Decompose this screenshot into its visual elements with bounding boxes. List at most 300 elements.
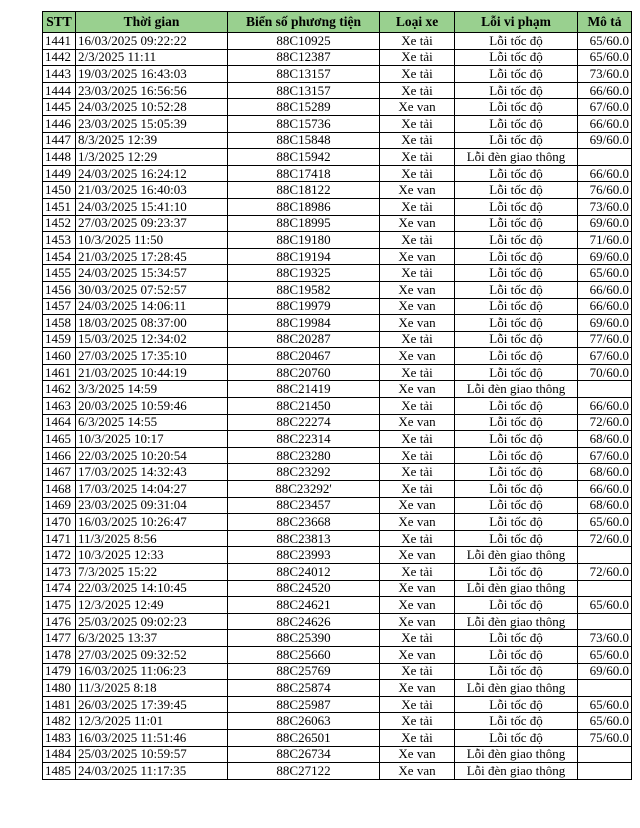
cell-time: 24/03/2025 15:41:10 xyxy=(76,198,228,215)
cell-violation: Lỗi tốc độ xyxy=(455,331,578,348)
table-row xyxy=(43,66,632,83)
cell-time: 12/3/2025 11:01 xyxy=(76,713,228,730)
cell-stt: 1464 xyxy=(43,414,76,431)
cell-plate: 88C23280 xyxy=(228,447,380,464)
table-header xyxy=(43,12,632,33)
cell-description: 65/60.0 xyxy=(578,265,632,282)
cell-violation: Lỗi tốc độ xyxy=(455,132,578,149)
cell-plate: 88C15736 xyxy=(228,115,380,132)
cell-time: 27/03/2025 09:23:37 xyxy=(76,215,228,232)
cell-violation: Lỗi đèn giao thông xyxy=(455,580,578,597)
table-row xyxy=(43,364,632,381)
cell-stt: 1449 xyxy=(43,165,76,182)
table-row xyxy=(43,348,632,365)
cell-violation: Lỗi tốc độ xyxy=(455,215,578,232)
cell-vehicle-type: Xe van xyxy=(380,613,455,630)
header-description: Mô tả xyxy=(578,12,632,33)
cell-vehicle-type: Xe van xyxy=(380,315,455,332)
cell-violation: Lỗi đèn giao thông xyxy=(455,149,578,166)
cell-time: 23/03/2025 15:05:39 xyxy=(76,115,228,132)
cell-vehicle-type: Xe tải xyxy=(380,165,455,182)
cell-time: 24/03/2025 16:24:12 xyxy=(76,165,228,182)
cell-stt: 1444 xyxy=(43,82,76,99)
table-row xyxy=(43,464,632,481)
cell-stt: 1465 xyxy=(43,431,76,448)
cell-time: 24/03/2025 15:34:57 xyxy=(76,265,228,282)
cell-plate: 88C26734 xyxy=(228,746,380,763)
cell-stt: 1451 xyxy=(43,198,76,215)
table-row xyxy=(43,580,632,597)
cell-description: 66/60.0 xyxy=(578,398,632,415)
cell-stt: 1467 xyxy=(43,464,76,481)
cell-time: 21/03/2025 17:28:45 xyxy=(76,248,228,265)
cell-stt: 1476 xyxy=(43,613,76,630)
cell-stt: 1455 xyxy=(43,265,76,282)
cell-time: 23/03/2025 09:31:04 xyxy=(76,497,228,514)
table-row xyxy=(43,198,632,215)
cell-vehicle-type: Xe van xyxy=(380,348,455,365)
cell-description: 65/60.0 xyxy=(578,49,632,66)
cell-vehicle-type: Xe tải xyxy=(380,481,455,498)
cell-description xyxy=(578,763,632,780)
cell-vehicle-type: Xe tải xyxy=(380,331,455,348)
cell-violation: Lỗi đèn giao thông xyxy=(455,680,578,697)
table-row xyxy=(43,33,632,50)
cell-violation: Lỗi tốc độ xyxy=(455,232,578,249)
cell-plate: 88C20760 xyxy=(228,364,380,381)
cell-stt: 1477 xyxy=(43,630,76,647)
cell-stt: 1481 xyxy=(43,696,76,713)
cell-time: 26/03/2025 17:39:45 xyxy=(76,696,228,713)
cell-violation: Lỗi tốc độ xyxy=(455,696,578,713)
cell-time: 16/03/2025 11:06:23 xyxy=(76,663,228,680)
cell-stt: 1480 xyxy=(43,680,76,697)
cell-time: 24/03/2025 10:52:28 xyxy=(76,99,228,116)
cell-violation: Lỗi tốc độ xyxy=(455,281,578,298)
table-row xyxy=(43,646,632,663)
cell-description: 76/60.0 xyxy=(578,182,632,199)
header-violation: Lỗi vi phạm xyxy=(455,12,578,33)
cell-violation: Lỗi tốc độ xyxy=(455,115,578,132)
cell-stt: 1446 xyxy=(43,115,76,132)
table-row xyxy=(43,82,632,99)
cell-plate: 88C19325 xyxy=(228,265,380,282)
cell-time: 25/03/2025 09:02:23 xyxy=(76,613,228,630)
cell-violation: Lỗi tốc độ xyxy=(455,729,578,746)
cell-vehicle-type: Xe van xyxy=(380,746,455,763)
cell-description: 66/60.0 xyxy=(578,281,632,298)
cell-vehicle-type: Xe tải xyxy=(380,49,455,66)
cell-stt: 1454 xyxy=(43,248,76,265)
cell-description: 72/60.0 xyxy=(578,530,632,547)
cell-stt: 1469 xyxy=(43,497,76,514)
cell-violation: Lỗi tốc độ xyxy=(455,182,578,199)
cell-plate: 88C15942 xyxy=(228,149,380,166)
cell-time: 24/03/2025 11:17:35 xyxy=(76,763,228,780)
table-row xyxy=(43,431,632,448)
cell-stt: 1441 xyxy=(43,33,76,50)
cell-vehicle-type: Xe tải xyxy=(380,663,455,680)
cell-vehicle-type: Xe tải xyxy=(380,729,455,746)
cell-vehicle-type: Xe tải xyxy=(380,33,455,50)
cell-stt: 1448 xyxy=(43,149,76,166)
cell-description: 67/60.0 xyxy=(578,99,632,116)
cell-plate: 88C19984 xyxy=(228,315,380,332)
cell-vehicle-type: Xe van xyxy=(380,99,455,116)
cell-stt: 1466 xyxy=(43,447,76,464)
cell-vehicle-type: Xe van xyxy=(380,497,455,514)
cell-vehicle-type: Xe tải xyxy=(380,431,455,448)
cell-stt: 1479 xyxy=(43,663,76,680)
cell-plate: 88C25660 xyxy=(228,646,380,663)
cell-vehicle-type: Xe tải xyxy=(380,630,455,647)
cell-time: 10/3/2025 10:17 xyxy=(76,431,228,448)
table-row xyxy=(43,597,632,614)
cell-stt: 1478 xyxy=(43,646,76,663)
cell-vehicle-type: Xe tải xyxy=(380,530,455,547)
cell-plate: 88C15289 xyxy=(228,99,380,116)
table-row xyxy=(43,414,632,431)
cell-description: 65/60.0 xyxy=(578,514,632,531)
cell-description: 65/60.0 xyxy=(578,696,632,713)
cell-vehicle-type: Xe van xyxy=(380,580,455,597)
table-row xyxy=(43,115,632,132)
cell-plate: 88C24520 xyxy=(228,580,380,597)
cell-plate: 88C25874 xyxy=(228,680,380,697)
cell-description: 68/60.0 xyxy=(578,464,632,481)
cell-vehicle-type: Xe tải xyxy=(380,564,455,581)
cell-vehicle-type: Xe van xyxy=(380,646,455,663)
cell-violation: Lỗi tốc độ xyxy=(455,713,578,730)
cell-plate: 88C25390 xyxy=(228,630,380,647)
cell-description: 65/60.0 xyxy=(578,597,632,614)
cell-violation: Lỗi tốc độ xyxy=(455,99,578,116)
cell-time: 11/3/2025 8:18 xyxy=(76,680,228,697)
cell-time: 24/03/2025 14:06:11 xyxy=(76,298,228,315)
cell-description: 69/60.0 xyxy=(578,248,632,265)
cell-violation: Lỗi đèn giao thông xyxy=(455,613,578,630)
cell-time: 20/03/2025 10:59:46 xyxy=(76,398,228,415)
cell-plate: 88C24626 xyxy=(228,613,380,630)
cell-stt: 1459 xyxy=(43,331,76,348)
cell-vehicle-type: Xe tải xyxy=(380,696,455,713)
cell-violation: Lỗi tốc độ xyxy=(455,348,578,365)
cell-violation: Lỗi tốc độ xyxy=(455,398,578,415)
cell-vehicle-type: Xe van xyxy=(380,514,455,531)
cell-time: 27/03/2025 09:32:52 xyxy=(76,646,228,663)
table-row xyxy=(43,132,632,149)
cell-violation: Lỗi đèn giao thông xyxy=(455,763,578,780)
cell-plate: 88C17418 xyxy=(228,165,380,182)
cell-violation: Lỗi tốc độ xyxy=(455,248,578,265)
cell-stt: 1458 xyxy=(43,315,76,332)
cell-plate: 88C23457 xyxy=(228,497,380,514)
cell-stt: 1460 xyxy=(43,348,76,365)
cell-vehicle-type: Xe van xyxy=(380,763,455,780)
cell-plate: 88C18986 xyxy=(228,198,380,215)
cell-description: 71/60.0 xyxy=(578,232,632,249)
table-row xyxy=(43,763,632,780)
cell-description: 72/60.0 xyxy=(578,414,632,431)
cell-description: 69/60.0 xyxy=(578,132,632,149)
cell-stt: 1474 xyxy=(43,580,76,597)
cell-vehicle-type: Xe van xyxy=(380,281,455,298)
cell-plate: 88C23668 xyxy=(228,514,380,531)
cell-time: 17/03/2025 14:04:27 xyxy=(76,481,228,498)
cell-description: 66/60.0 xyxy=(578,115,632,132)
table-row xyxy=(43,746,632,763)
cell-description: 69/60.0 xyxy=(578,315,632,332)
cell-time: 22/03/2025 10:20:54 xyxy=(76,447,228,464)
cell-violation: Lỗi tốc độ xyxy=(455,597,578,614)
cell-time: 15/03/2025 12:34:02 xyxy=(76,331,228,348)
cell-violation: Lỗi tốc độ xyxy=(455,530,578,547)
cell-violation: Lỗi tốc độ xyxy=(455,82,578,99)
cell-stt: 1485 xyxy=(43,763,76,780)
table-row xyxy=(43,315,632,332)
cell-description: 69/60.0 xyxy=(578,215,632,232)
cell-description: 73/60.0 xyxy=(578,630,632,647)
header-stt: STT xyxy=(43,12,76,33)
cell-plate: 88C20287 xyxy=(228,331,380,348)
cell-vehicle-type: Xe tải xyxy=(380,447,455,464)
cell-stt: 1457 xyxy=(43,298,76,315)
cell-stt: 1456 xyxy=(43,281,76,298)
table-row xyxy=(43,663,632,680)
table-row xyxy=(43,447,632,464)
cell-plate: 88C20467 xyxy=(228,348,380,365)
cell-description: 65/60.0 xyxy=(578,33,632,50)
cell-violation: Lỗi tốc độ xyxy=(455,630,578,647)
cell-time: 10/3/2025 12:33 xyxy=(76,547,228,564)
cell-plate: 88C13157 xyxy=(228,66,380,83)
cell-vehicle-type: Xe van xyxy=(380,680,455,697)
cell-time: 27/03/2025 17:35:10 xyxy=(76,348,228,365)
cell-plate: 88C23292 xyxy=(228,464,380,481)
cell-plate: 88C19979 xyxy=(228,298,380,315)
table-row xyxy=(43,281,632,298)
cell-time: 23/03/2025 16:56:56 xyxy=(76,82,228,99)
table-row xyxy=(43,696,632,713)
table-row xyxy=(43,680,632,697)
cell-time: 7/3/2025 15:22 xyxy=(76,564,228,581)
cell-time: 6/3/2025 13:37 xyxy=(76,630,228,647)
cell-violation: Lỗi tốc độ xyxy=(455,431,578,448)
table-row xyxy=(43,149,632,166)
table-row xyxy=(43,182,632,199)
cell-description xyxy=(578,149,632,166)
table-row xyxy=(43,381,632,398)
cell-plate: 88C23993 xyxy=(228,547,380,564)
cell-time: 16/03/2025 11:51:46 xyxy=(76,729,228,746)
cell-description: 73/60.0 xyxy=(578,66,632,83)
cell-vehicle-type: Xe van xyxy=(380,298,455,315)
cell-violation: Lỗi tốc độ xyxy=(455,315,578,332)
cell-time: 18/03/2025 08:37:00 xyxy=(76,315,228,332)
cell-time: 16/03/2025 09:22:22 xyxy=(76,33,228,50)
cell-time: 12/3/2025 12:49 xyxy=(76,597,228,614)
cell-description xyxy=(578,613,632,630)
cell-violation: Lỗi tốc độ xyxy=(455,447,578,464)
cell-time: 1/3/2025 12:29 xyxy=(76,149,228,166)
cell-description xyxy=(578,580,632,597)
table-row xyxy=(43,547,632,564)
cell-violation: Lỗi tốc độ xyxy=(455,298,578,315)
cell-stt: 1470 xyxy=(43,514,76,531)
cell-description xyxy=(578,381,632,398)
cell-plate: 88C27122 xyxy=(228,763,380,780)
table-row xyxy=(43,398,632,415)
cell-description: 68/60.0 xyxy=(578,497,632,514)
cell-violation: Lỗi tốc độ xyxy=(455,414,578,431)
header-time: Thời gian xyxy=(76,12,228,33)
cell-description: 67/60.0 xyxy=(578,447,632,464)
cell-plate: 88C18995 xyxy=(228,215,380,232)
cell-vehicle-type: Xe tải xyxy=(380,66,455,83)
cell-violation: Lỗi tốc độ xyxy=(455,481,578,498)
table-row xyxy=(43,265,632,282)
cell-violation: Lỗi tốc độ xyxy=(455,265,578,282)
cell-stt: 1445 xyxy=(43,99,76,116)
cell-stt: 1452 xyxy=(43,215,76,232)
cell-violation: Lỗi tốc độ xyxy=(455,198,578,215)
table-row xyxy=(43,729,632,746)
cell-violation: Lỗi tốc độ xyxy=(455,165,578,182)
cell-description: 70/60.0 xyxy=(578,364,632,381)
cell-plate: 88C25987 xyxy=(228,696,380,713)
cell-plate: 88C19582 xyxy=(228,281,380,298)
cell-plate: 88C26063 xyxy=(228,713,380,730)
cell-time: 22/03/2025 14:10:45 xyxy=(76,580,228,597)
cell-vehicle-type: Xe tải xyxy=(380,149,455,166)
table-row xyxy=(43,530,632,547)
cell-description: 66/60.0 xyxy=(578,82,632,99)
cell-violation: Lỗi tốc độ xyxy=(455,33,578,50)
cell-vehicle-type: Xe tải xyxy=(380,132,455,149)
cell-stt: 1462 xyxy=(43,381,76,398)
table-row xyxy=(43,613,632,630)
cell-stt: 1461 xyxy=(43,364,76,381)
cell-time: 21/03/2025 16:40:03 xyxy=(76,182,228,199)
cell-stt: 1473 xyxy=(43,564,76,581)
cell-stt: 1483 xyxy=(43,729,76,746)
cell-vehicle-type: Xe van xyxy=(380,381,455,398)
cell-plate: 88C24012 xyxy=(228,564,380,581)
cell-plate: 88C12387 xyxy=(228,49,380,66)
cell-stt: 1468 xyxy=(43,481,76,498)
cell-plate: 88C18122 xyxy=(228,182,380,199)
cell-stt: 1450 xyxy=(43,182,76,199)
cell-vehicle-type: Xe van xyxy=(380,597,455,614)
table-row xyxy=(43,298,632,315)
cell-time: 17/03/2025 14:32:43 xyxy=(76,464,228,481)
cell-plate: 88C26501 xyxy=(228,729,380,746)
cell-description: 72/60.0 xyxy=(578,564,632,581)
cell-plate: 88C23813 xyxy=(228,530,380,547)
cell-plate: 88C23292' xyxy=(228,481,380,498)
cell-plate: 88C21450 xyxy=(228,398,380,415)
cell-violation: Lỗi đèn giao thông xyxy=(455,547,578,564)
cell-stt: 1482 xyxy=(43,713,76,730)
cell-plate: 88C10925 xyxy=(228,33,380,50)
cell-stt: 1442 xyxy=(43,49,76,66)
cell-vehicle-type: Xe van xyxy=(380,182,455,199)
table-body xyxy=(43,33,632,780)
cell-description: 73/60.0 xyxy=(578,198,632,215)
cell-time: 10/3/2025 11:50 xyxy=(76,232,228,249)
cell-plate: 88C19194 xyxy=(228,248,380,265)
cell-vehicle-type: Xe tải xyxy=(380,232,455,249)
cell-stt: 1463 xyxy=(43,398,76,415)
cell-violation: Lỗi tốc độ xyxy=(455,364,578,381)
cell-vehicle-type: Xe van xyxy=(380,248,455,265)
table-row xyxy=(43,232,632,249)
table-row xyxy=(43,564,632,581)
cell-vehicle-type: Xe tải xyxy=(380,364,455,381)
cell-stt: 1472 xyxy=(43,547,76,564)
cell-plate: 88C21419 xyxy=(228,381,380,398)
cell-description: 66/60.0 xyxy=(578,298,632,315)
cell-plate: 88C25769 xyxy=(228,663,380,680)
cell-description: 69/60.0 xyxy=(578,663,632,680)
table-row xyxy=(43,630,632,647)
cell-vehicle-type: Xe tải xyxy=(380,398,455,415)
cell-violation: Lỗi tốc độ xyxy=(455,464,578,481)
cell-violation: Lỗi tốc độ xyxy=(455,497,578,514)
header-vehicle-type: Loại xe xyxy=(380,12,455,33)
cell-vehicle-type: Xe van xyxy=(380,414,455,431)
table-row xyxy=(43,248,632,265)
cell-time: 21/03/2025 10:44:19 xyxy=(76,364,228,381)
cell-vehicle-type: Xe van xyxy=(380,215,455,232)
cell-time: 25/03/2025 10:59:57 xyxy=(76,746,228,763)
cell-stt: 1447 xyxy=(43,132,76,149)
cell-time: 3/3/2025 14:59 xyxy=(76,381,228,398)
cell-violation: Lỗi tốc độ xyxy=(455,564,578,581)
cell-time: 8/3/2025 12:39 xyxy=(76,132,228,149)
cell-vehicle-type: Xe van xyxy=(380,547,455,564)
violations-table xyxy=(42,11,632,780)
cell-violation: Lỗi tốc độ xyxy=(455,646,578,663)
cell-time: 6/3/2025 14:55 xyxy=(76,414,228,431)
table-row xyxy=(43,514,632,531)
cell-time: 16/03/2025 10:26:47 xyxy=(76,514,228,531)
cell-violation: Lỗi tốc độ xyxy=(455,49,578,66)
cell-vehicle-type: Xe tải xyxy=(380,265,455,282)
cell-description: 67/60.0 xyxy=(578,348,632,365)
cell-plate: 88C24621 xyxy=(228,597,380,614)
cell-plate: 88C22274 xyxy=(228,414,380,431)
cell-plate: 88C15848 xyxy=(228,132,380,149)
cell-stt: 1443 xyxy=(43,66,76,83)
table-row xyxy=(43,165,632,182)
cell-stt: 1453 xyxy=(43,232,76,249)
cell-violation: Lỗi đèn giao thông xyxy=(455,381,578,398)
cell-description: 68/60.0 xyxy=(578,431,632,448)
table-row xyxy=(43,215,632,232)
cell-description: 65/60.0 xyxy=(578,713,632,730)
cell-violation: Lỗi tốc độ xyxy=(455,514,578,531)
table-row xyxy=(43,331,632,348)
cell-violation: Lỗi tốc độ xyxy=(455,663,578,680)
cell-vehicle-type: Xe tải xyxy=(380,464,455,481)
cell-time: 19/03/2025 16:43:03 xyxy=(76,66,228,83)
cell-plate: 88C22314 xyxy=(228,431,380,448)
cell-description xyxy=(578,680,632,697)
cell-plate: 88C19180 xyxy=(228,232,380,249)
cell-stt: 1484 xyxy=(43,746,76,763)
cell-description: 66/60.0 xyxy=(578,481,632,498)
